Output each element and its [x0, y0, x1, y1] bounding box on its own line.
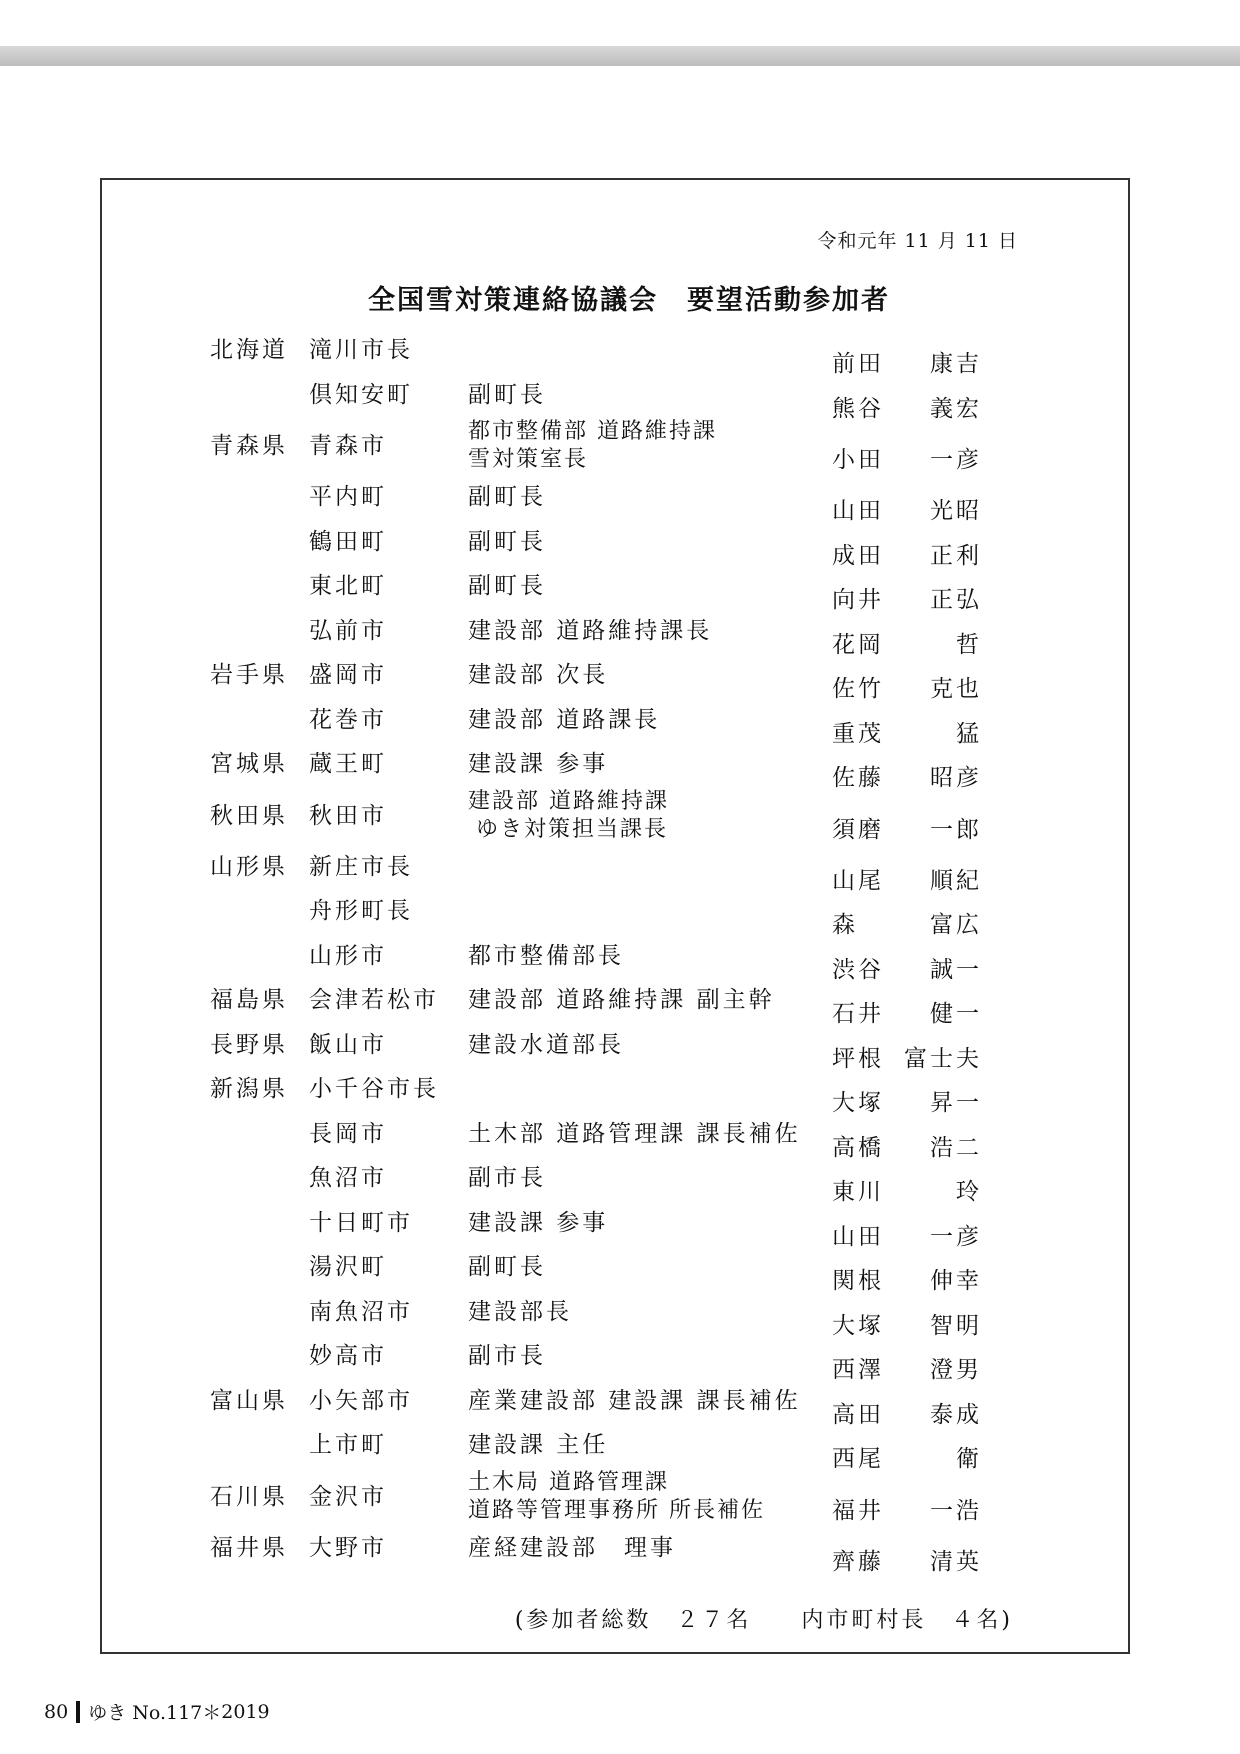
municipality-cell: 湯沢町 [309, 1254, 387, 1281]
table-row [210, 1201, 1010, 1250]
family-name: 須磨 [832, 816, 884, 843]
municipality-cell: 南魚沼市 [309, 1298, 413, 1325]
position-cell [468, 1431, 608, 1459]
municipality-cell: 東北町 [309, 573, 387, 600]
position-cell [468, 1387, 801, 1415]
given-name: 智明 [930, 1312, 982, 1339]
municipality-cell: 大野市 [309, 1534, 387, 1561]
position-cell [468, 1120, 801, 1148]
table-row [210, 609, 1010, 658]
family-name: 齊藤 [832, 1548, 884, 1575]
position-cell [468, 1342, 546, 1370]
table-row [210, 934, 1010, 983]
position-line-1: 建設部 道路維持課 [468, 788, 669, 814]
municipality-cell: 平内町 [309, 484, 387, 511]
family-name: 西澤 [832, 1357, 884, 1384]
prefecture-cell: 富山県 [210, 1387, 288, 1414]
family-name: 西尾 [832, 1446, 884, 1473]
position-cell [468, 1164, 546, 1192]
prefecture-cell: 福井県 [210, 1534, 288, 1561]
position-cell [468, 1253, 546, 1281]
header-band [0, 46, 1240, 66]
prefecture-cell: 宮城県 [210, 751, 288, 778]
table-row [210, 564, 1010, 614]
family-name: 高田 [832, 1401, 884, 1428]
table-row [210, 1290, 1010, 1339]
family-name: 渋谷 [832, 956, 884, 983]
family-name: 東川 [832, 1179, 884, 1206]
given-name: 昇一 [930, 1090, 982, 1117]
position-cell [468, 1534, 676, 1562]
position-line-1: 建設部 道路維持課 副主幹 [468, 987, 775, 1014]
position-line-1: 土木部 道路管理課 課長補佐 [468, 1120, 801, 1147]
municipality-cell: 滝川市長 [309, 337, 413, 364]
table-row [210, 1526, 1010, 1575]
given-name: 清英 [930, 1548, 982, 1575]
prefecture-cell: 福島県 [210, 987, 288, 1014]
given-name: 猛 [956, 720, 982, 747]
family-name: 成田 [832, 542, 884, 569]
given-name: 克也 [930, 676, 982, 703]
given-name: 正弘 [930, 587, 982, 614]
family-name: 森 [832, 912, 858, 939]
table-row [210, 373, 1010, 422]
table-row [210, 1423, 1010, 1473]
document-date: 令和元年 11 月 11 日 [817, 230, 1018, 252]
family-name: 向井 [832, 587, 884, 614]
page-footer [44, 1698, 270, 1725]
table-row [210, 1112, 1010, 1161]
table-row [210, 653, 1010, 703]
table-row [210, 1468, 1010, 1526]
position-cell [468, 788, 669, 844]
position-line-1: 建設課 主任 [468, 1432, 609, 1459]
given-name: 正利 [930, 542, 982, 569]
given-name: 義宏 [930, 395, 982, 422]
municipality-cell: 弘前市 [309, 617, 387, 644]
municipality-cell: 鶴田町 [309, 528, 387, 555]
table-row [210, 889, 1010, 939]
position-line-1: 産業建設部 建設課 課長補佐 [468, 1387, 801, 1414]
position-line-1: 建設部 道路維持課長 [468, 617, 713, 644]
family-name: 坪根 [832, 1045, 884, 1072]
family-name: 小田 [832, 447, 884, 473]
family-name: 熊谷 [832, 395, 884, 422]
position-line-1: 副町長 [468, 573, 546, 600]
position-cell [468, 706, 660, 734]
position-line-1: 副町長 [468, 528, 546, 555]
position-line-1: 土木局 道路管理課 [468, 1469, 669, 1495]
table-row [210, 1379, 1010, 1428]
family-name: 大塚 [832, 1090, 884, 1117]
position-cell [468, 750, 608, 778]
position-line-1: 建設部 道路課長 [468, 706, 661, 733]
footer-divider [76, 1701, 80, 1723]
prefecture-cell: 長野県 [210, 1031, 288, 1058]
table-row [210, 520, 1010, 569]
position-cell [468, 418, 717, 474]
family-name: 石井 [832, 1001, 884, 1028]
position-line-2: ゆき対策担当課長 [476, 816, 669, 842]
position-line-1: 建設部 次長 [468, 662, 609, 689]
position-line-1: 都市整備部長 [468, 942, 624, 969]
position-line-1: 建設水道部長 [468, 1031, 624, 1058]
given-name: 一郎 [930, 816, 982, 843]
table-row [210, 1067, 1010, 1117]
position-line-1: 産経建設部 理事 [468, 1534, 676, 1561]
family-name: 山田 [832, 498, 884, 525]
municipality-cell: 倶知安町 [309, 381, 413, 408]
position-cell [468, 1031, 624, 1059]
document-title: 全国雪対策連絡協議会 要望活動参加者 [368, 285, 890, 316]
table-row [210, 475, 1010, 525]
family-name: 重茂 [832, 720, 884, 747]
participants-box [100, 178, 1130, 1654]
municipality-cell: 十日町市 [309, 1209, 413, 1236]
participant-list [210, 328, 1010, 1575]
family-name: 関根 [832, 1268, 884, 1295]
table-row [210, 1156, 1010, 1206]
position-line-2: 道路等管理事務所 所長補佐 [468, 1497, 765, 1523]
municipality-cell: 小千谷市長 [309, 1076, 439, 1103]
municipality-cell: 舟形町長 [309, 898, 413, 925]
given-name: 澄男 [930, 1357, 982, 1384]
municipality-cell: 小矢部市 [309, 1387, 413, 1414]
given-name: 浩二 [930, 1134, 982, 1161]
given-name: 一彦 [930, 447, 982, 473]
prefecture-cell: 秋田県 [210, 802, 288, 829]
given-name: 康吉 [930, 351, 982, 378]
participant-total: (参加者総数 ２７名 内市町村長 ４名) [514, 1608, 1013, 1633]
position-cell [468, 617, 712, 645]
municipality-cell: 秋田市 [309, 802, 387, 829]
position-cell [468, 381, 546, 409]
position-line-1: 副町長 [468, 484, 546, 511]
municipality-cell: 金沢市 [309, 1483, 387, 1510]
municipality-cell: 新庄市長 [309, 853, 413, 880]
table-row [210, 845, 1010, 894]
given-name: 順紀 [930, 867, 982, 894]
prefecture-cell: 石川県 [210, 1483, 288, 1510]
table-row [210, 1023, 1010, 1072]
family-name: 高橋 [832, 1134, 884, 1161]
table-row [210, 328, 1010, 378]
given-name: 哲 [956, 631, 982, 658]
given-name: 健一 [930, 1001, 982, 1028]
given-name: 光昭 [930, 498, 982, 525]
family-name: 佐竹 [832, 676, 884, 703]
table-row [210, 417, 1010, 475]
position-line-2: 雪対策室長 [468, 447, 589, 472]
position-cell [468, 572, 546, 600]
prefecture-cell: 青森県 [210, 433, 288, 459]
family-name: 佐藤 [832, 765, 884, 792]
table-row [210, 978, 1010, 1028]
position-cell [468, 1298, 572, 1326]
position-line-1: 副市長 [468, 1343, 546, 1370]
prefecture-cell: 山形県 [210, 853, 288, 880]
municipality-cell: 会津若松市 [309, 987, 439, 1014]
position-line-1: 都市整備部 道路維持課 [468, 419, 717, 444]
position-cell [468, 528, 546, 556]
table-row [210, 787, 1010, 845]
family-name: 大塚 [832, 1312, 884, 1339]
position-cell [468, 1469, 765, 1525]
municipality-cell: 魚沼市 [309, 1165, 387, 1192]
family-name: 山田 [832, 1223, 884, 1250]
table-row [210, 698, 1010, 747]
position-line-1: 副市長 [468, 1165, 546, 1192]
footer-separator: ＊ [202, 1702, 222, 1724]
position-line-1: 建設課 参事 [468, 1209, 609, 1236]
table-row [210, 1334, 1010, 1384]
given-name: 伸幸 [930, 1268, 982, 1295]
page-number: 80 [44, 1700, 69, 1723]
municipality-cell: 蔵王町 [309, 751, 387, 778]
journal-name: ゆき No.117 [88, 1702, 203, 1724]
position-cell [468, 986, 775, 1014]
family-name: 花岡 [832, 631, 884, 658]
municipality-cell: 妙高市 [309, 1343, 387, 1370]
municipality-cell: 青森市 [309, 433, 387, 459]
given-name: 富広 [930, 912, 982, 939]
municipality-cell: 飯山市 [309, 1031, 387, 1058]
position-cell [468, 483, 546, 511]
given-name: 誠一 [930, 956, 982, 983]
municipality-cell: 花巻市 [309, 706, 387, 733]
position-cell [468, 942, 624, 970]
prefecture-cell: 岩手県 [210, 662, 288, 689]
position-cell [468, 1209, 608, 1237]
prefecture-cell: 北海道 [210, 337, 288, 364]
given-name: 昭彦 [930, 765, 982, 792]
family-name: 福井 [832, 1497, 884, 1524]
position-line-1: 建設部長 [468, 1298, 572, 1325]
table-row [210, 742, 1010, 792]
given-name: 一浩 [930, 1497, 982, 1524]
municipality-cell: 長岡市 [309, 1120, 387, 1147]
given-name: 富士夫 [904, 1045, 982, 1072]
given-name: 衛 [956, 1446, 982, 1473]
given-name: 一彦 [930, 1223, 982, 1250]
position-cell [468, 661, 608, 689]
position-line-1: 副町長 [468, 1254, 546, 1281]
journal-year: 2019 [221, 1700, 270, 1723]
municipality-cell: 盛岡市 [309, 662, 387, 689]
municipality-cell: 山形市 [309, 942, 387, 969]
position-line-1: 建設課 参事 [468, 751, 609, 778]
municipality-cell: 上市町 [309, 1432, 387, 1459]
position-line-1: 副町長 [468, 381, 546, 408]
family-name: 山尾 [832, 867, 884, 894]
given-name: 玲 [956, 1179, 982, 1206]
given-name: 泰成 [930, 1401, 982, 1428]
family-name: 前田 [832, 351, 884, 378]
prefecture-cell: 新潟県 [210, 1076, 288, 1103]
table-row [210, 1245, 1010, 1295]
